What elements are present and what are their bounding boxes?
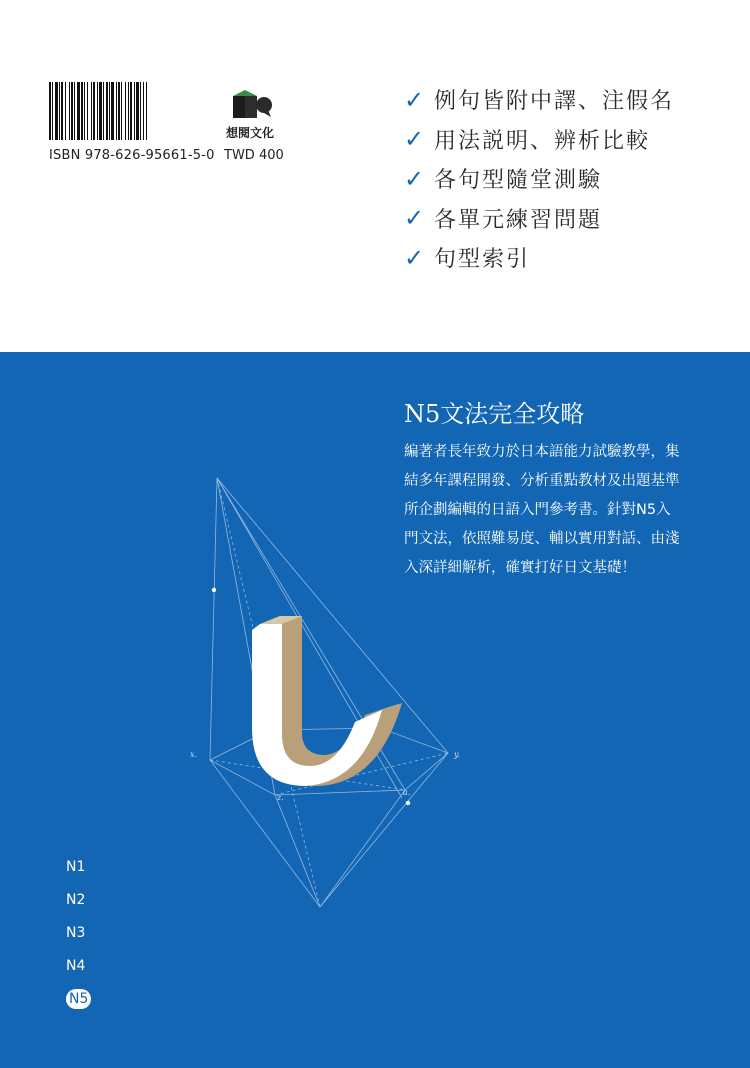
level-item-n2: N2 — [66, 891, 86, 908]
level-item-n3: N3 — [66, 924, 86, 941]
top-panel — [0, 0, 750, 352]
book-description: 編著者長年致力於日本語能力試驗教學，集 結多年課程開發、分析重點教材及出題基準 所企劃編輯的日語入門參考書。針對N5入 門文法，依照難易度、輔以實用對話、由淺 入深詳細解析，確實打好日文基礎！ — [404, 444, 680, 576]
level-item-n5: N5 — [66, 982, 91, 1015]
level-item-n1: N1 — [66, 858, 86, 875]
level-list — [66, 850, 91, 1015]
barcode-stripe — [147, 82, 150, 140]
svg-text:x.: x. — [190, 750, 198, 759]
check-icon: ✓ — [404, 125, 427, 154]
geometric-u-illustration — [180, 470, 480, 920]
feature-item: ✓ 例句皆附中譯、注假名 — [404, 85, 675, 115]
publisher-name: 想閱文化 — [226, 126, 275, 140]
check-icon: ✓ — [404, 85, 427, 114]
svg-text:z.: z. — [277, 793, 284, 802]
feature-item: ✓ 用法説明、辨析比較 — [404, 125, 651, 154]
price: TWD 400 — [224, 148, 284, 163]
check-icon: ✓ — [404, 164, 427, 193]
isbn-barcode — [49, 82, 201, 140]
feature-item: ✓ 句型索引 — [404, 243, 531, 273]
publisher-logo-icon — [231, 82, 275, 122]
check-icon: ✓ — [404, 204, 427, 233]
book-title: N5文法完全攻略 — [404, 400, 585, 428]
isbn-number: ISBN 978-626-95661-5-0 — [49, 148, 215, 163]
feature-list — [404, 80, 674, 278]
svg-text:a.: a. — [403, 788, 411, 797]
svg-text:y.: y. — [454, 750, 460, 759]
level-item-n4: N4 — [66, 957, 86, 974]
check-icon: ✓ — [404, 243, 427, 272]
feature-item: ✓ 各單元練習問題 — [404, 204, 603, 233]
feature-item: ✓ 各句型隨堂測驗 — [404, 164, 603, 194]
